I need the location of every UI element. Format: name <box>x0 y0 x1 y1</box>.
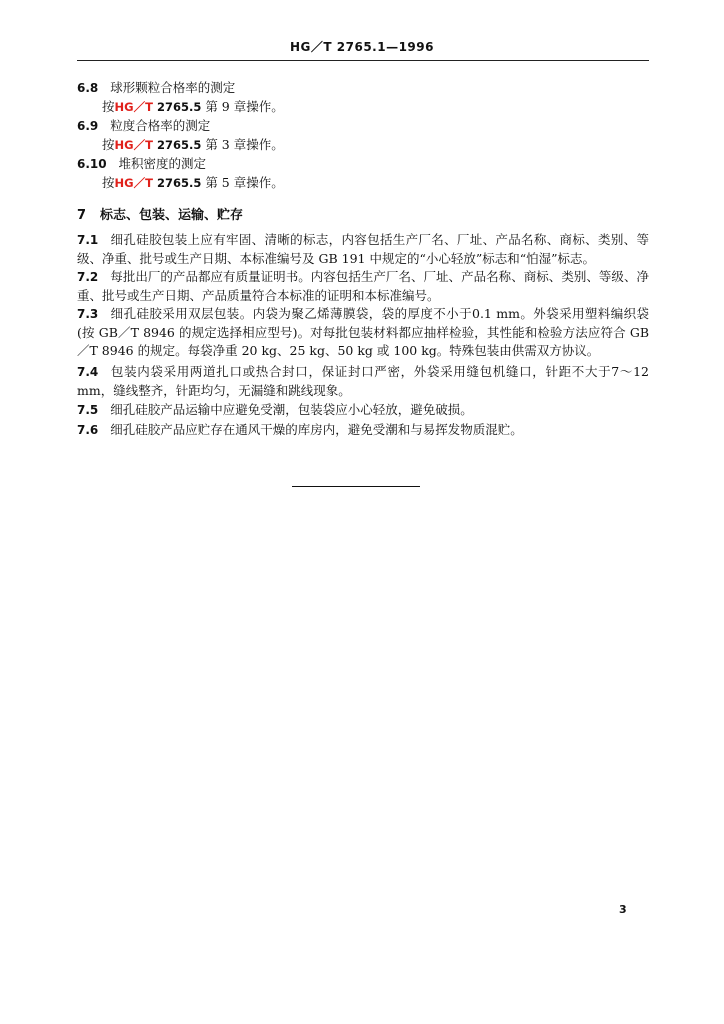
clause-body: 按HG／T 2765.5 第 5 章操作。 <box>102 175 284 190</box>
clause-paragraph <box>77 268 649 305</box>
clause-paragraph <box>77 401 649 420</box>
clause-heading <box>77 118 210 134</box>
standard-ref: HG／T <box>114 176 153 190</box>
clause-number: 7.4 <box>77 365 99 379</box>
clause-text: 细孔硅胶产品应贮存在通风干燥的库房内，避免受潮和与易挥发物质混贮。 <box>110 422 523 437</box>
clause-text: 细孔硅胶产品运输中应避免受潮，包装袋应小心轻放，避免破损。 <box>110 402 473 417</box>
standard-number: HG／T 2765.1—1996 <box>290 40 434 54</box>
standard-ref: HG／T <box>114 100 153 114</box>
clause-heading <box>77 80 235 96</box>
clause-number: 7.6 <box>77 423 99 437</box>
clause-title: 球形颗粒合格率的测定 <box>110 80 236 95</box>
clause-text: 包装内袋采用两道扎口或热合封口，保证封口严密，外袋采用缝包机缝口，针距不大于7～12 mm，缝线整齐，针距均匀，无漏缝和跳线现象。 <box>77 364 649 398</box>
clause-number: 7.3 <box>77 307 99 321</box>
clause-text: 细孔硅胶采用双层包装。内袋为聚乙烯薄膜袋，袋的厚度不小于0.1 mm。外袋采用塑料编织袋(按 GB／T 8946 的规定选择相应型号)。对每批包装材料都应抽样检验，其性能和检验方法应符合 GB／T 8946 的规定。每袋净重 20 kg、25 kg、50 kg 或 100 kg。特殊包装由供需双方协议。 <box>77 306 649 358</box>
clause-number: 7.2 <box>77 270 99 284</box>
clause-body: 按HG／T 2765.5 第 3 章操作。 <box>102 137 284 152</box>
clause-text: 每批出厂的产品都应有质量证明书。内容包括生产厂名、厂址、产品名称、商标、类别、等级、净重、批号或生产日期、产品质量符合本标准的证明和本标准编号。 <box>77 269 649 303</box>
page-number: 3 <box>619 903 627 916</box>
clause-heading <box>77 156 206 172</box>
clause-title: 粒度合格率的测定 <box>110 118 211 133</box>
clause-body: 按HG／T 2765.5 第 9 章操作。 <box>102 99 284 114</box>
clause-paragraph <box>77 421 649 440</box>
clause-text: 细孔硅胶包装上应有牢固、清晰的标志，内容包括生产厂名、厂址、产品名称、商标、类别、等级、净重、批号或生产日期、本标准编号及 GB 191 中规定的“小心轻放”标志和“怕湿”标志。 <box>77 232 649 266</box>
clause-paragraph <box>77 363 649 400</box>
section-number: 7 <box>77 208 87 223</box>
clause-number: 7.1 <box>77 233 99 247</box>
clause-title: 堆积密度的测定 <box>118 156 207 171</box>
section-title: 标志、包装、运输、贮存 <box>100 208 244 223</box>
clause-paragraph <box>77 231 649 268</box>
clause-number: 6.8 <box>77 81 99 95</box>
header-rule <box>77 60 649 61</box>
clause-number: 6.10 <box>77 157 107 171</box>
section-heading <box>77 204 243 223</box>
clause-number: 7.5 <box>77 403 99 417</box>
standard-ref: HG／T <box>114 138 153 152</box>
clause-paragraph <box>77 305 649 361</box>
document-header <box>0 38 724 55</box>
end-of-standard-rule <box>292 486 420 487</box>
clause-number: 6.9 <box>77 119 99 133</box>
